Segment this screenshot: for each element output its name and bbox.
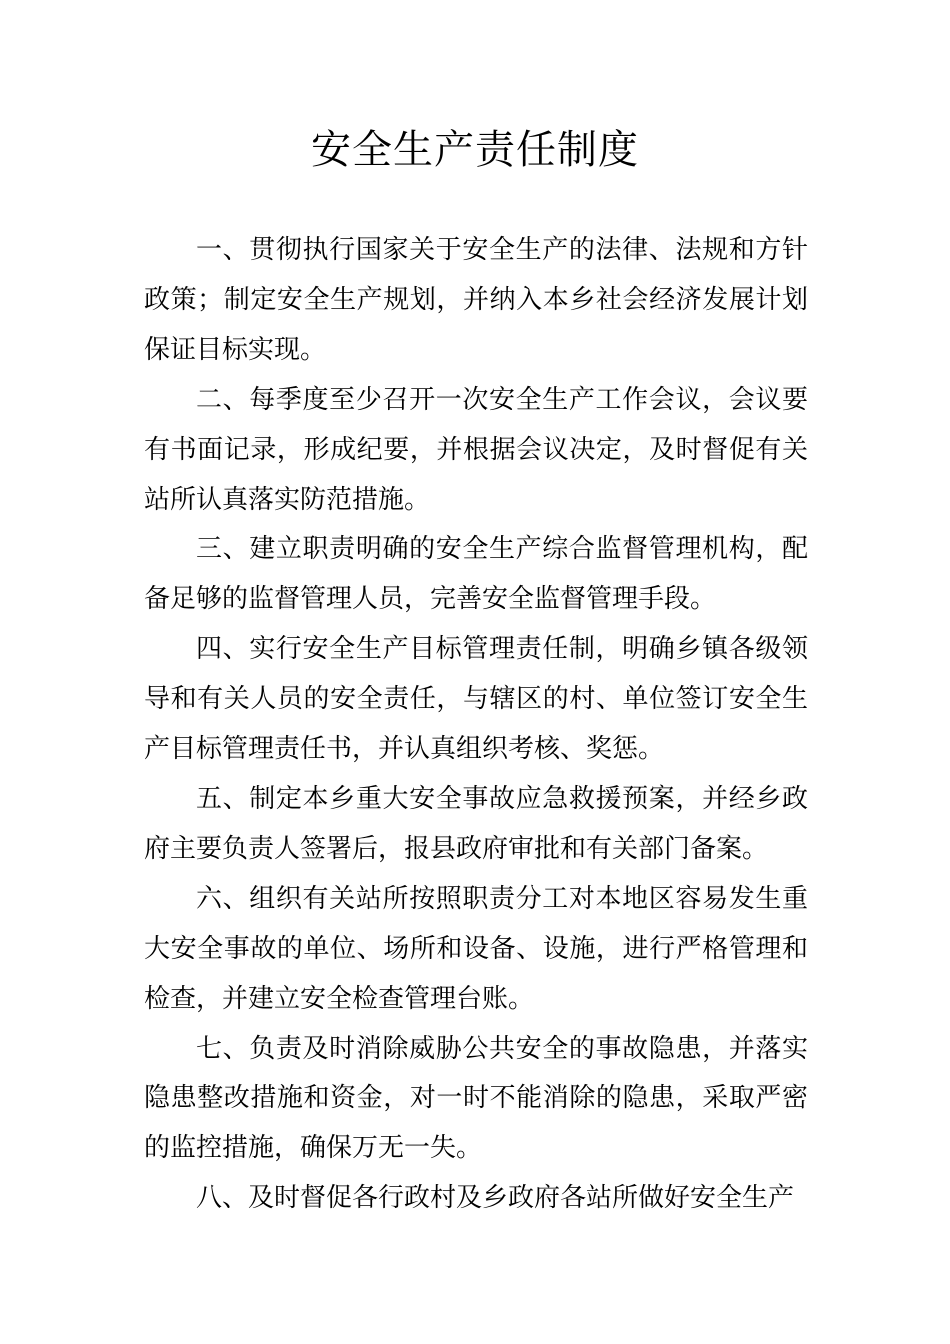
paragraph-1: 一、贯彻执行国家关于安全生产的法律、法规和方针政策；制定安全生产规划，并纳入本乡社会经济发展计划保证目标实现。 [144,235,808,365]
paragraph-5: 五、制定本乡重大安全事故应急救援预案，并经乡政府主要负责人签署后，报县政府审批和有关部门备案。 [144,783,808,864]
paragraph-7: 七、负责及时消除威胁公共安全的事故隐患，并落实隐患整改措施和资金，对一时不能消除的隐患，采取严密的监控措施，确保万无一失。 [144,1033,808,1164]
document-body [144,226,808,1224]
paragraph-6: 六、组织有关站所按照职责分工对本地区容易发生重大安全事故的单位、场所和设备、设施，进行严格管理和检查，并建立安全检查管理台账。 [144,883,808,1014]
paragraph-4: 四、实行安全生产目标管理责任制，明确乡镇各级领导和有关人员的安全责任，与辖区的村、单位签订安全生产目标管理责任书，并认真组织考核、奖惩。 [144,634,808,765]
document-title: 安全生产责任制度 [311,127,639,173]
paragraph-2: 二、每季度至少召开一次安全生产工作会议，会议要有书面记录，形成纪要，并根据会议决定，及时督促有关站所认真落实防范措施。 [144,384,808,515]
paragraph-3: 三、建立职责明确的安全生产综合监督管理机构，配备足够的监督管理人员，完善安全监督管理手段。 [144,534,808,615]
paragraph-8: 八、及时督促各行政村及乡政府各站所做好安全生产 [196,1183,795,1214]
